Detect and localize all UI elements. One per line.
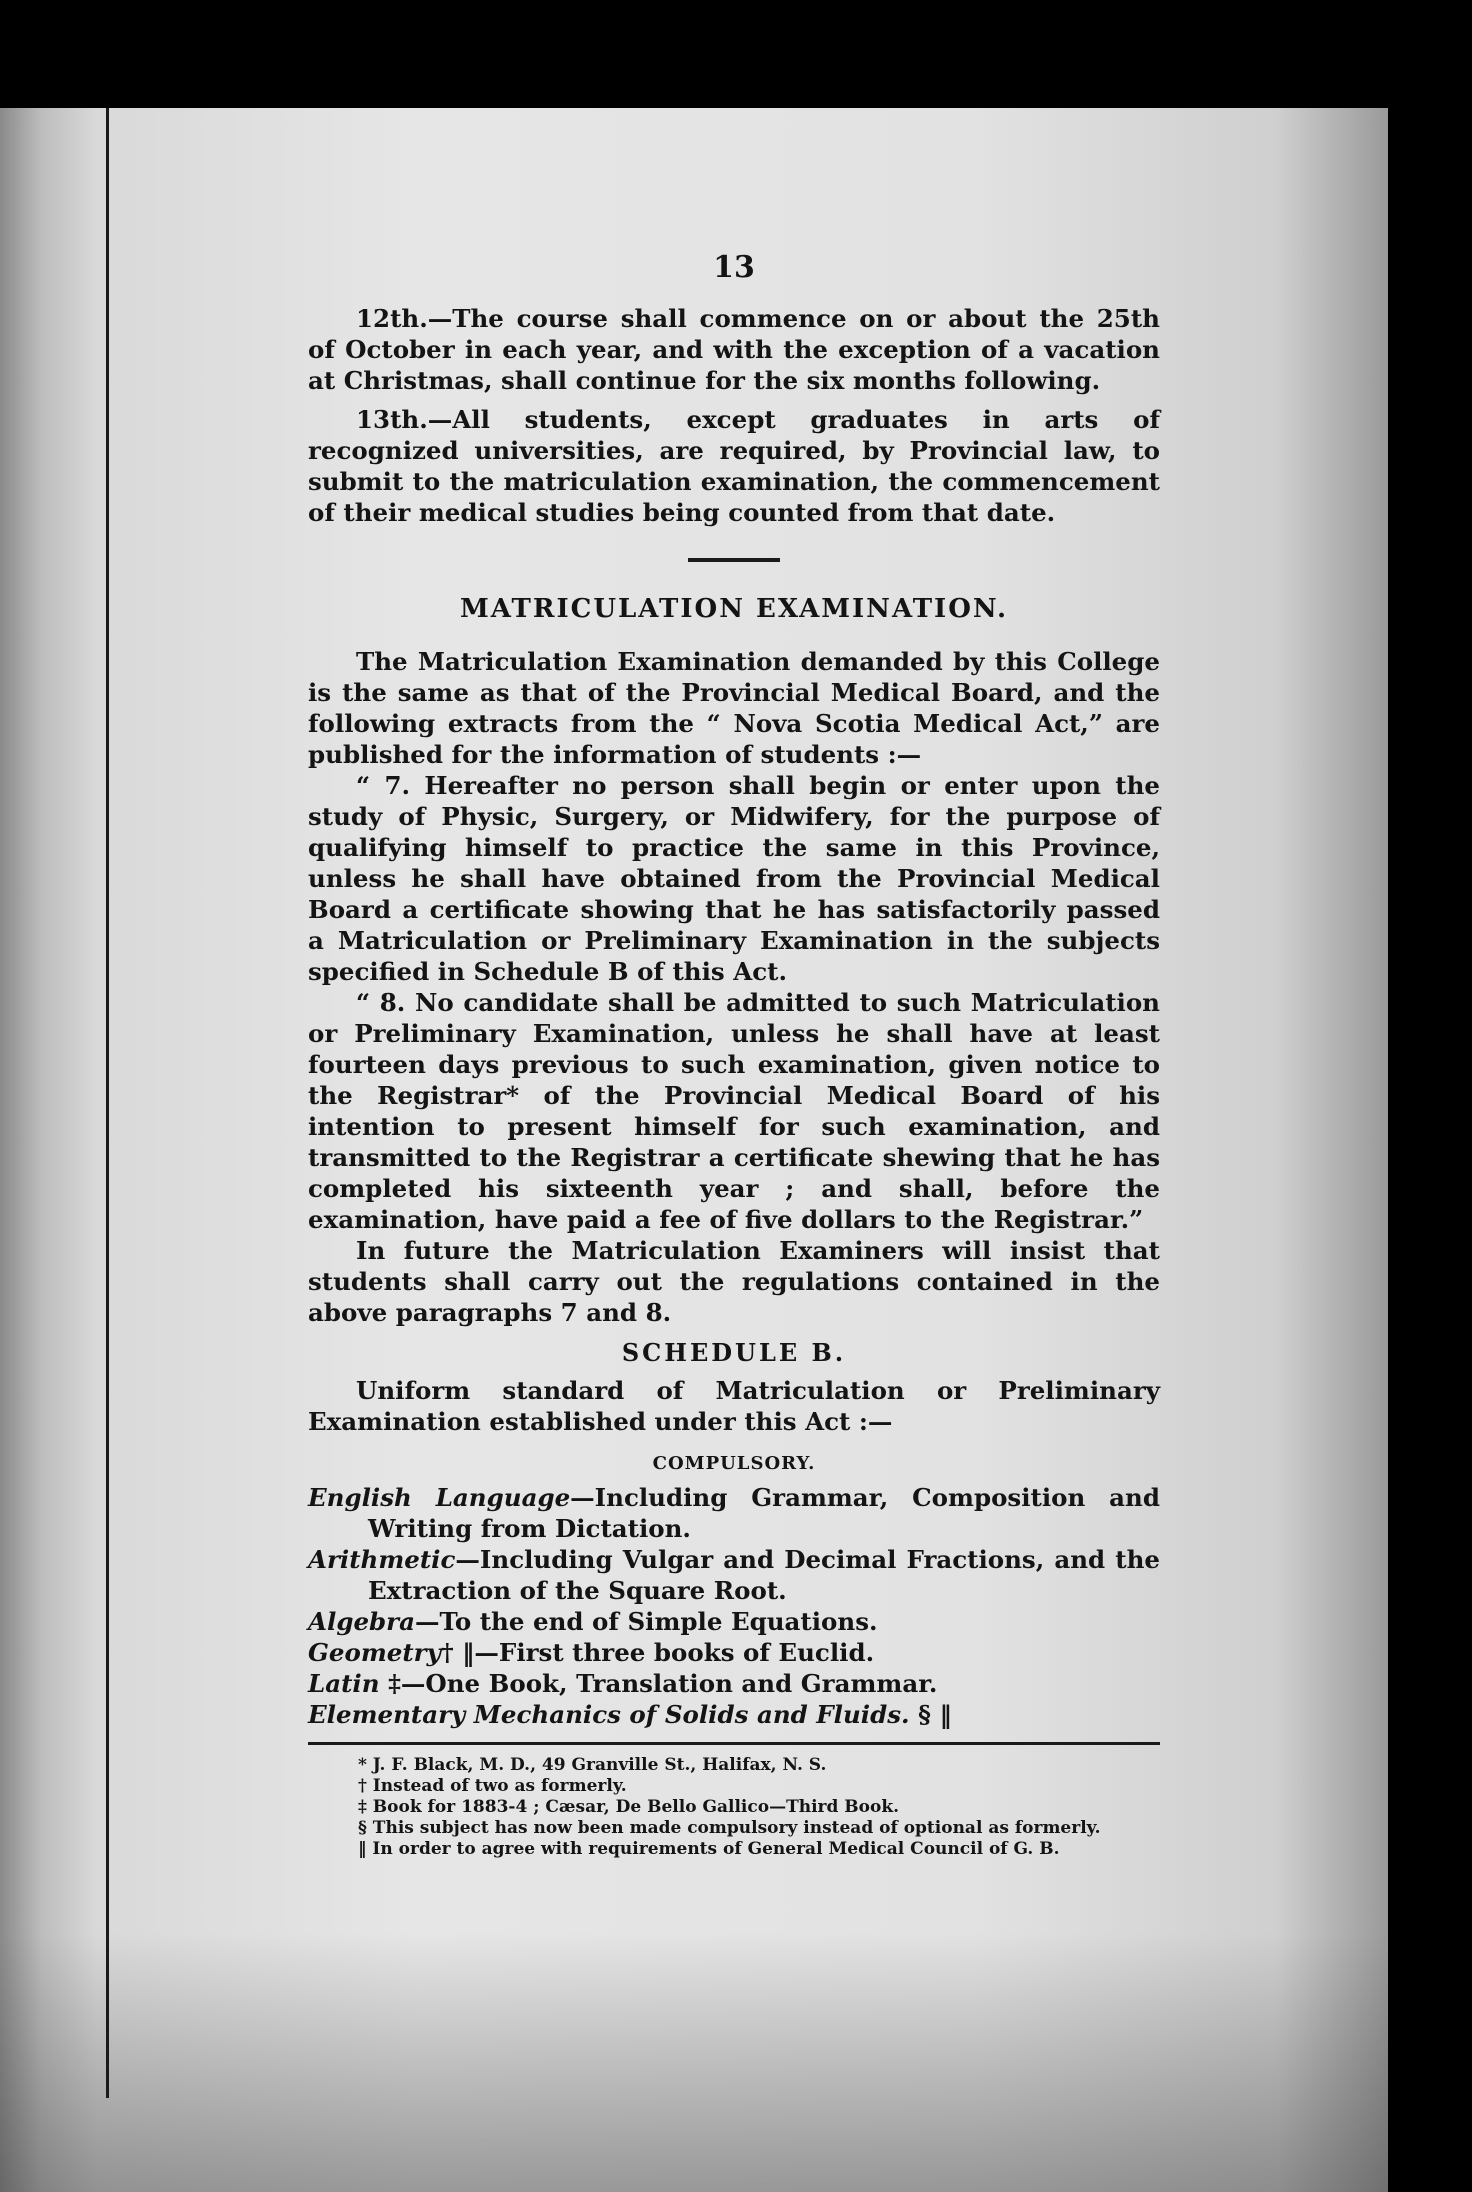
footnotes xyxy=(308,1755,1160,1860)
schedule-heading: SCHEDULE B. xyxy=(621,1338,847,1367)
subject-name: Geometry xyxy=(308,1638,441,1667)
subject-item xyxy=(308,1699,1160,1730)
subject-item xyxy=(308,1544,1160,1606)
subject-desc: —To the end of Simple Equations. xyxy=(414,1607,878,1636)
section-heading: MATRICULATION EXAMINATION. xyxy=(459,594,1009,624)
subject-desc: —Including Grammar, Composition and Writing from Dictation. xyxy=(368,1483,1160,1543)
page-text xyxy=(308,250,1160,1860)
footnote: * J. F. Black, M. D., 49 Granville St., Halifax, N. S. xyxy=(358,1755,827,1775)
subject-item xyxy=(308,1482,1160,1544)
subject-desc: —Including Vulgar and Decimal Fractions, and the Extraction of the Square Root. xyxy=(368,1545,1160,1605)
footnote: † Instead of two as formerly. xyxy=(358,1776,627,1796)
footnote: ‡ Book for 1883-4 ; Cæsar, De Bello Gallico—Third Book. xyxy=(358,1797,900,1817)
subject-desc: ‡—One Book, Translation and Grammar. xyxy=(379,1669,938,1698)
future-paragraph: In future the Matriculation Examiners will insist that students shall carry out the regulations contained in the above paragraphs 7 and 8. xyxy=(308,1236,1160,1327)
schedule-intro: Uniform standard of Matriculation or Preliminary Examination established under this Act :— xyxy=(308,1376,1160,1436)
paragraph-13th: 13th.—All students, except graduates in arts of recognized universities, are required, by Provincial law, to submit to the matriculation examination, the commencement of their medical studies being counted from that date. xyxy=(308,405,1160,527)
footnote: § This subject has now been made compulsory instead of optional as formerly. xyxy=(358,1818,1101,1838)
intro-paragraph: The Matriculation Examination demanded by this College is the same as that of the Provincial Medical Board, and the following extracts from the “ Nova Scotia Medical Act,” are published for the information of students :— xyxy=(308,647,1160,769)
subject-name: Arithmetic xyxy=(308,1545,456,1574)
subject-list xyxy=(308,1482,1160,1730)
scan-border xyxy=(1388,0,1472,2192)
page-gutter-line xyxy=(106,108,109,2098)
footnote: ‖ In order to agree with requirements of General Medical Council of G. B. xyxy=(358,1839,1060,1859)
subject-desc: § ‖ xyxy=(909,1700,952,1729)
paragraph-12th: 12th.—The course shall commence on or about the 25th of October in each year, and with the exception of a vacation at Christmas, shall continue for the six months following. xyxy=(308,304,1160,395)
footnote-rule xyxy=(308,1742,1160,1745)
subject-name: Algebra xyxy=(308,1607,415,1636)
subject-name: Elementary Mechanics of Solids and Fluids. xyxy=(308,1700,910,1729)
page-number: 13 xyxy=(713,250,755,285)
subject-name: Latin xyxy=(308,1669,380,1698)
quote-section-8: “ 8. No candidate shall be admitted to such Matriculation or Preliminary Examination, unless he shall have at least fourteen days previous to such examination, given notice to the Registrar* of the Provincial Medical Board of his intention to present himself for such examination, and transmitted to the Registrar a certificate shewing that he has completed his sixteenth year ; and shall, before the examination, have paid a fee of five dollars to the Registrar.” xyxy=(308,988,1160,1234)
subject-item xyxy=(308,1637,1160,1668)
page-shadow xyxy=(0,1932,1388,2192)
subject-name: English Language xyxy=(308,1483,571,1512)
subject-desc: † ‖—First three books of Euclid. xyxy=(440,1638,875,1667)
subject-item xyxy=(308,1668,1160,1699)
subject-item xyxy=(308,1606,1160,1637)
compulsory-heading: COMPULSORY. xyxy=(652,1453,816,1474)
quote-section-7: “ 7. Hereafter no person shall begin or enter upon the study of Physic, Surgery, or Midwifery, for the purpose of qualifying himself to practice the same in this Province, unless he shall have obtained from the Provincial Medical Board a certificate showing that he has satisfactorily passed a Matriculation or Preliminary Examination in the subjects specified in Schedule B of this Act. xyxy=(308,771,1160,986)
section-divider xyxy=(688,558,780,562)
